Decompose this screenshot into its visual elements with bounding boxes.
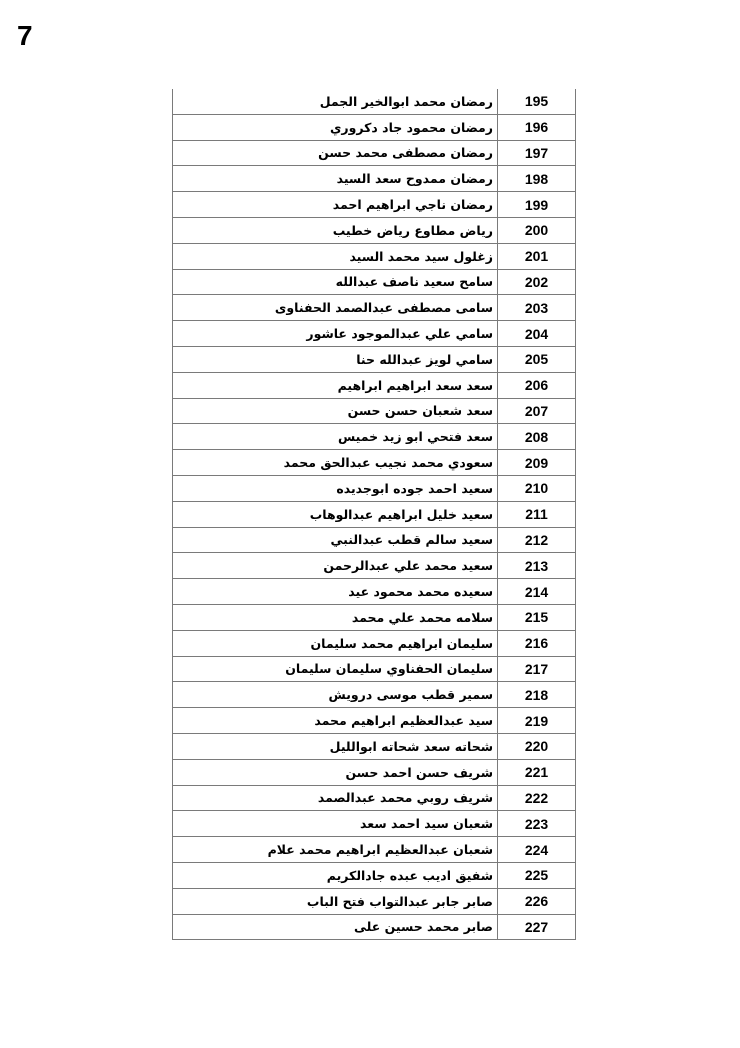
row-name-cell: رمضان محمود جاد دكروري <box>173 114 498 140</box>
row-name-cell: سلامه محمد علي محمد <box>173 604 498 630</box>
row-number-cell: 202 <box>498 269 576 295</box>
row-name-cell: سعيد خليل ابراهيم عبدالوهاب <box>173 501 498 527</box>
table-row <box>173 372 576 398</box>
table-row <box>173 346 576 372</box>
row-number-cell: 225 <box>498 862 576 888</box>
table-row <box>173 785 576 811</box>
table-row <box>173 553 576 579</box>
row-number-cell: 197 <box>498 140 576 166</box>
row-number-cell: 195 <box>498 89 576 114</box>
row-number-cell: 203 <box>498 295 576 321</box>
table-row <box>173 888 576 914</box>
row-number-cell: 205 <box>498 346 576 372</box>
row-name-cell: صابر جابر عبدالتواب فتح الباب <box>173 888 498 914</box>
row-number-cell: 221 <box>498 759 576 785</box>
page-number: 7 <box>17 20 33 51</box>
row-number-cell: 196 <box>498 114 576 140</box>
row-name-cell: سعيد احمد جوده ابوجديده <box>173 475 498 501</box>
table-body <box>173 89 576 940</box>
table-row <box>173 914 576 940</box>
row-number-cell: 209 <box>498 450 576 476</box>
row-name-cell: سعودي محمد نجيب عبدالحق محمد <box>173 450 498 476</box>
row-name-cell: شريف روبي محمد عبدالصمد <box>173 785 498 811</box>
row-number-cell: 213 <box>498 553 576 579</box>
row-number-cell: 210 <box>498 475 576 501</box>
table-row <box>173 733 576 759</box>
row-name-cell: سعد فتحي ابو زيد خميس <box>173 424 498 450</box>
table-row <box>173 630 576 656</box>
row-number-cell: 226 <box>498 888 576 914</box>
row-number-cell: 208 <box>498 424 576 450</box>
row-name-cell: زغلول سيد محمد السيد <box>173 243 498 269</box>
table-row <box>173 321 576 347</box>
table-row <box>173 424 576 450</box>
row-number-cell: 199 <box>498 192 576 218</box>
row-name-cell: سامي علي عبدالموجود عاشور <box>173 321 498 347</box>
row-name-cell: سامح سعيد ناصف عبدالله <box>173 269 498 295</box>
row-name-cell: صابر محمد حسين على <box>173 914 498 940</box>
row-number-cell: 212 <box>498 527 576 553</box>
table-row <box>173 759 576 785</box>
row-number-cell: 204 <box>498 321 576 347</box>
row-name-cell: سامى مصطفى عبدالصمد الحفناوى <box>173 295 498 321</box>
row-name-cell: رمضان مصطفى محمد حسن <box>173 140 498 166</box>
table-row <box>173 114 576 140</box>
table-row <box>173 269 576 295</box>
row-number-cell: 222 <box>498 785 576 811</box>
row-name-cell: رياض مطاوع رياض خطيب <box>173 217 498 243</box>
table-row <box>173 295 576 321</box>
table-row <box>173 217 576 243</box>
row-name-cell: سعيد سالم قطب عبدالنبي <box>173 527 498 553</box>
row-number-cell: 200 <box>498 217 576 243</box>
table-row <box>173 579 576 605</box>
table-row <box>173 682 576 708</box>
row-number-cell: 218 <box>498 682 576 708</box>
table-row <box>173 192 576 218</box>
row-number-cell: 219 <box>498 708 576 734</box>
row-name-cell: رمضان محمد ابوالخير الجمل <box>173 89 498 114</box>
table-row <box>173 656 576 682</box>
row-name-cell: رمضان ناجي ابراهيم احمد <box>173 192 498 218</box>
table-row <box>173 140 576 166</box>
table-row <box>173 862 576 888</box>
row-name-cell: سعيده محمد محمود عيد <box>173 579 498 605</box>
row-name-cell: سعد سعد ابراهيم ابراهيم <box>173 372 498 398</box>
row-name-cell: سليمان ابراهيم محمد سليمان <box>173 630 498 656</box>
row-number-cell: 207 <box>498 398 576 424</box>
table-row <box>173 166 576 192</box>
row-name-cell: شريف حسن احمد حسن <box>173 759 498 785</box>
table-row <box>173 243 576 269</box>
row-name-cell: رمضان ممدوح سعد السيد <box>173 166 498 192</box>
row-name-cell: شعبان سيد احمد سعد <box>173 811 498 837</box>
row-number-cell: 206 <box>498 372 576 398</box>
row-name-cell: شحاته سعد شحاته ابوالليل <box>173 733 498 759</box>
row-name-cell: سعد شعبان حسن حسن <box>173 398 498 424</box>
row-number-cell: 217 <box>498 656 576 682</box>
table-row <box>173 708 576 734</box>
table-row <box>173 450 576 476</box>
row-number-cell: 211 <box>498 501 576 527</box>
row-name-cell: سمير قطب موسى درويش <box>173 682 498 708</box>
table-row <box>173 398 576 424</box>
row-name-cell: سامي لويز عبدالله حنا <box>173 346 498 372</box>
row-number-cell: 216 <box>498 630 576 656</box>
table-row <box>173 527 576 553</box>
row-name-cell: شعبان عبدالعظيم ابراهيم محمد علام <box>173 837 498 863</box>
row-number-cell: 201 <box>498 243 576 269</box>
row-name-cell: سعيد محمد علي عبدالرحمن <box>173 553 498 579</box>
table-row <box>173 604 576 630</box>
row-number-cell: 227 <box>498 914 576 940</box>
table-row <box>173 89 576 114</box>
row-number-cell: 214 <box>498 579 576 605</box>
names-table <box>172 89 576 940</box>
row-number-cell: 220 <box>498 733 576 759</box>
row-number-cell: 198 <box>498 166 576 192</box>
row-number-cell: 224 <box>498 837 576 863</box>
table-row <box>173 475 576 501</box>
row-name-cell: سليمان الحفناوي سليمان سليمان <box>173 656 498 682</box>
table-row <box>173 501 576 527</box>
row-name-cell: سيد عبدالعظيم ابراهيم محمد <box>173 708 498 734</box>
table-row <box>173 811 576 837</box>
row-number-cell: 215 <box>498 604 576 630</box>
table-row <box>173 837 576 863</box>
row-name-cell: شفيق اديب عبده جادالكريم <box>173 862 498 888</box>
row-number-cell: 223 <box>498 811 576 837</box>
